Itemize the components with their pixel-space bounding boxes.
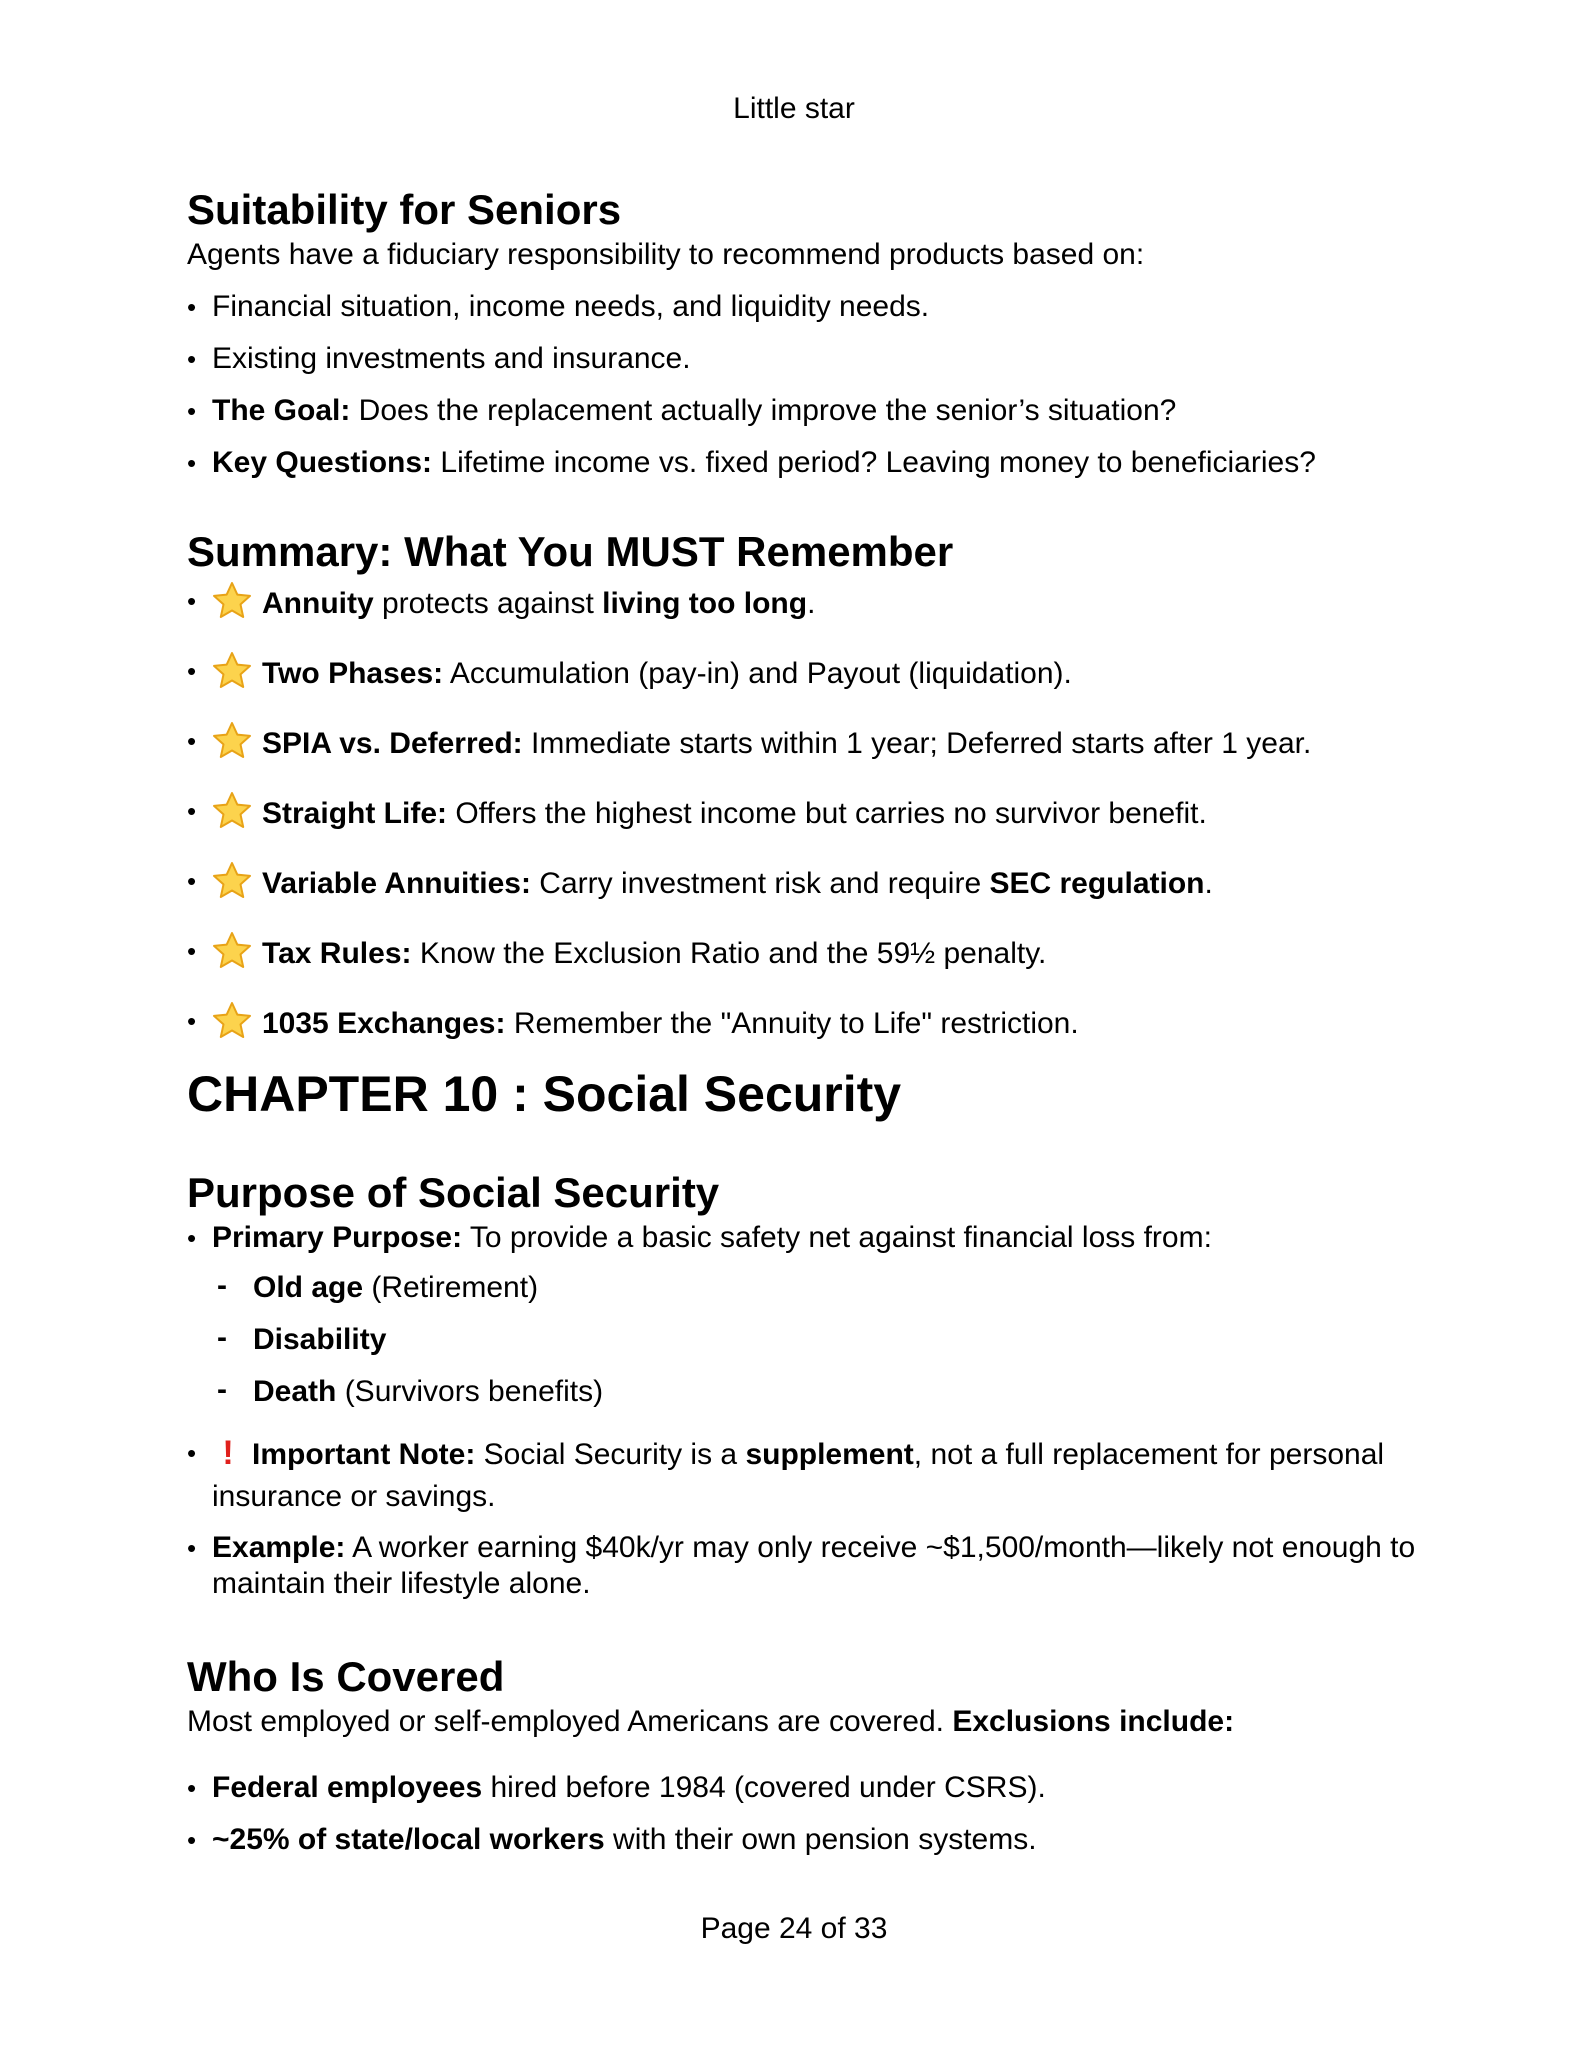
chapter-title: CHAPTER 10 : Social Security: [187, 1066, 902, 1122]
list-item: - Old age (Retirement): [187, 1268, 1447, 1308]
suitability-intro: Agents have a fiduciary responsibility to recommend products based on:: [187, 238, 1145, 271]
star-icon: [212, 931, 252, 971]
bullet-icon: •: [187, 344, 197, 374]
star-icon: [212, 861, 252, 901]
page-content: [187, 185, 1447, 1872]
purpose-list: [187, 1218, 1447, 1602]
list-item: • ~25% of state/local workers with their own pension systems.: [187, 1820, 1447, 1860]
bullet-icon: •: [187, 656, 197, 686]
bullet-icon: •: [187, 796, 197, 826]
bullet-icon: •: [187, 1773, 197, 1803]
section-heading-summary: Summary: What You MUST Remember: [187, 528, 954, 575]
list-item: • Annuity protects against living too long.: [187, 581, 1447, 624]
bullet-icon: •: [187, 936, 197, 966]
list-item: • Primary Purpose: To provide a basic safety net against financial loss from: - Old age (Retirement) - Disability - Death (Survivors benefits): [187, 1218, 1447, 1412]
bullet-icon: •: [187, 292, 197, 322]
list-item: • Financial situation, income needs, and liquidity needs.: [187, 287, 1447, 327]
section-heading-suitability: Suitability for Seniors: [187, 186, 622, 233]
dash-icon: -: [217, 1321, 227, 1354]
bullet-icon: •: [187, 1006, 197, 1036]
bullet-icon: •: [187, 448, 197, 478]
list-item: • Federal employees hired before 1984 (covered under CSRS).: [187, 1768, 1447, 1808]
suitability-list: [187, 287, 1447, 483]
page-number: Page 24 of 33: [700, 1912, 888, 1945]
bullet-icon: •: [187, 586, 197, 616]
exclamation-icon: !: [222, 1434, 234, 1472]
section-heading-purpose: Purpose of Social Security: [187, 1169, 720, 1216]
list-item: • Tax Rules: Know the Exclusion Ratio and the 59½ penalty.: [187, 931, 1447, 974]
bullet-icon: •: [187, 1438, 197, 1468]
list-item: • SPIA vs. Deferred: Immediate starts within 1 year; Deferred starts after 1 year.: [187, 721, 1447, 764]
star-icon: [212, 1001, 252, 1041]
bullet-icon: •: [187, 396, 197, 426]
list-item: - Death (Survivors benefits): [187, 1372, 1447, 1412]
star-icon: [212, 651, 252, 691]
bullet-icon: •: [187, 726, 197, 756]
covered-list: [187, 1768, 1447, 1860]
bullet-icon: •: [187, 1223, 197, 1253]
list-item: • ! Important Note: Social Security is a supplement, not a full replacement for personal insurance or savings.: [187, 1434, 1385, 1513]
dash-icon: -: [217, 1269, 227, 1302]
list-item: • Straight Life: Offers the highest income but carries no survivor benefit.: [187, 791, 1447, 834]
bullet-icon: •: [187, 1825, 197, 1855]
summary-list: [187, 581, 1447, 1044]
list-item: • The Goal: Does the replacement actually improve the senior’s situation?: [187, 391, 1447, 431]
star-icon: [212, 791, 252, 831]
list-item: • Existing investments and insurance.: [187, 339, 1447, 379]
list-item: • Two Phases: Accumulation (pay-in) and Payout (liquidation).: [187, 651, 1447, 694]
star-icon: [212, 721, 252, 761]
page-header: Little star: [733, 92, 855, 125]
list-item: • Key Questions: Lifetime income vs. fixed period? Leaving money to beneficiaries?: [187, 443, 1447, 483]
list-item: • 1035 Exchanges: Remember the "Annuity to Life" restriction.: [187, 1001, 1447, 1044]
list-item: - Disability: [187, 1320, 1447, 1360]
star-icon: [212, 581, 252, 621]
purpose-sublist: [187, 1268, 1447, 1412]
bullet-icon: •: [187, 1533, 197, 1563]
list-item: • Example: A worker earning $40k/yr may only receive ~$1,500/month—likely not enough to maintain their lifestyle alone.: [187, 1531, 1416, 1600]
dash-icon: -: [217, 1373, 227, 1406]
section-heading-covered: Who Is Covered: [187, 1653, 505, 1700]
bullet-icon: •: [187, 866, 197, 896]
covered-intro: Most employed or self-employed Americans are covered. Exclusions include:: [187, 1705, 1235, 1738]
list-item: • Variable Annuities: Carry investment risk and require SEC regulation.: [187, 861, 1447, 904]
